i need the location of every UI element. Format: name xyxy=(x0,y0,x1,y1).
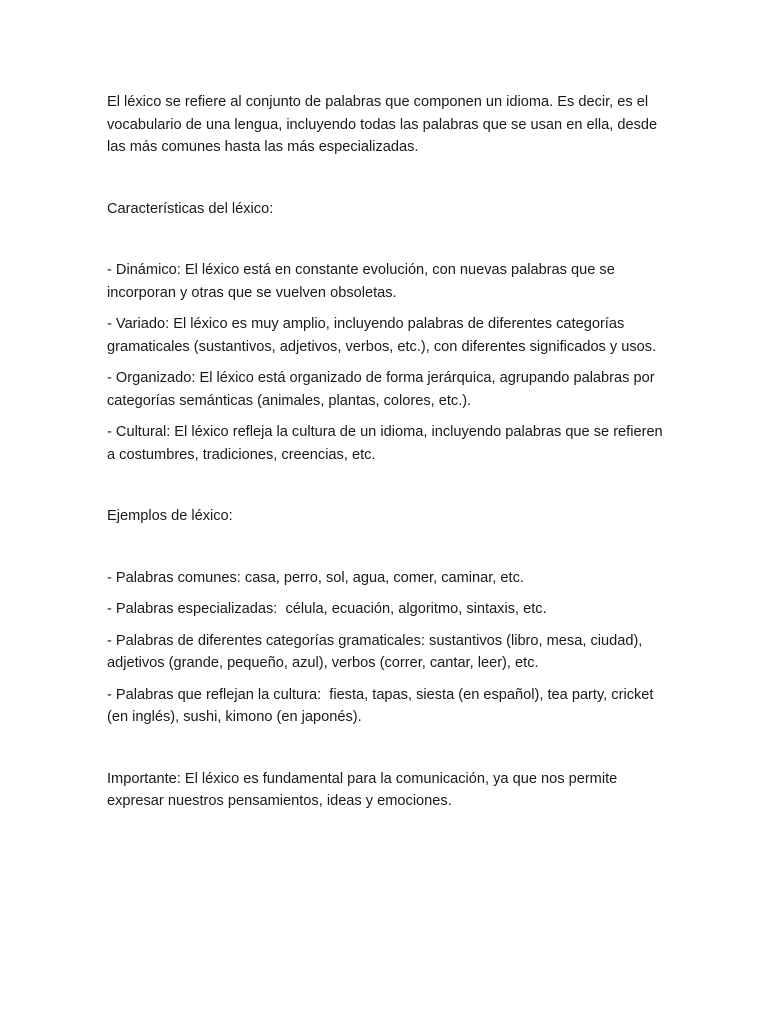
intro-paragraph: El léxico se refiere al conjunto de palabras que componen un idioma. Es decir, es el vocabulario de una lengua, incluyendo todas las palabras que se usan en ella, desde las más comunes hasta las más especializadas. xyxy=(107,94,662,155)
characteristic-item: - Variado: El léxico es muy amplio, incluyendo palabras de diferentes categorías gramaticales (sustantivos, adjetivos, verbos, etc.), con diferentes significados y usos. xyxy=(107,316,657,355)
example-item: - Palabras de diferentes categorías gramaticales: sustantivos (libro, mesa, ciudad), adjetivos (grande, pequeño, azul), verbos (correr, cantar, leer), etc. xyxy=(107,632,647,671)
example-item: - Palabras comunes: casa, perro, sol, agua, comer, caminar, etc. xyxy=(107,569,524,586)
characteristic-item: - Organizado: El léxico está organizado de forma jerárquica, agrupando palabras por categorías semánticas (animales, plantas, colores, etc.). xyxy=(107,370,659,409)
example-item: - Palabras que reflejan la cultura: fiesta, tapas, siesta (en español), tea party, cricket (en inglés), sushi, kimono (en japonés). xyxy=(107,686,658,725)
example-item: - Palabras especializadas: célula, ecuación, algoritmo, sintaxis, etc. xyxy=(107,601,547,617)
characteristic-item: - Dinámico: El léxico está en constante evolución, con nuevas palabras que se incorporan y otras que se vuelven obsoletas. xyxy=(107,262,619,301)
examples-heading: Ejemplos de léxico: xyxy=(107,508,233,524)
characteristics-heading: Características del léxico: xyxy=(107,200,274,217)
conclusion-paragraph: Importante: El léxico es fundamental para la comunicación, ya que nos permite expresar nuestros pensamientos, ideas y emociones. xyxy=(107,770,622,809)
characteristic-item: - Cultural: El léxico refleja la cultura de un idioma, incluyendo palabras que se refieren a costumbres, tradiciones, creencias, etc. xyxy=(107,424,667,463)
document-page xyxy=(107,91,667,813)
